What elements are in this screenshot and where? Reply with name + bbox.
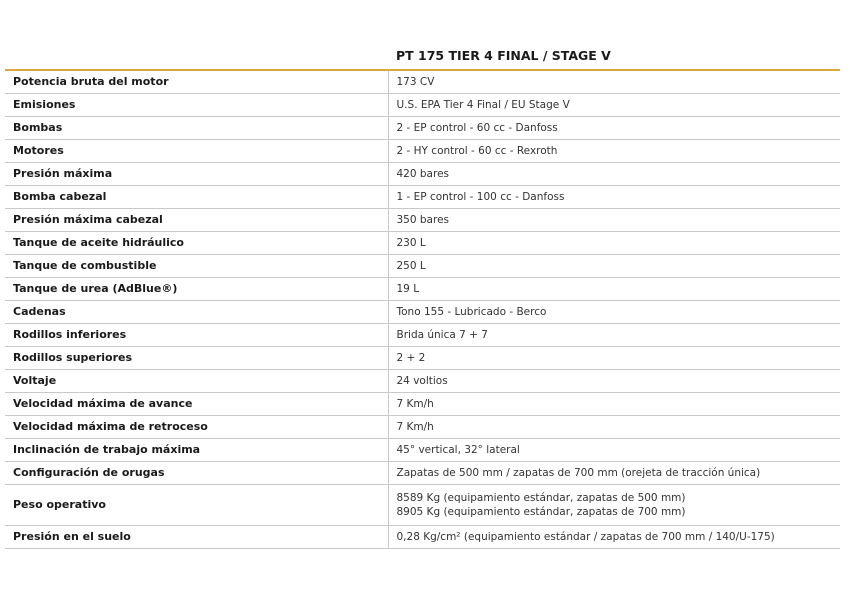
spec-label: Inclinación de trabajo máxima (5, 439, 388, 462)
table-row (5, 232, 840, 255)
spec-value (388, 209, 840, 232)
table-row (5, 163, 840, 186)
spec-label: Rodillos superiores (5, 347, 388, 370)
table-row (5, 71, 840, 94)
table-row (5, 462, 840, 485)
spec-value (388, 416, 840, 439)
spec-value-line: 2 + 2 (396, 352, 426, 364)
spec-label: Motores (5, 140, 388, 163)
spec-value-line: Zapatas de 500 mm / zapatas de 700 mm (orejeta de tracción única) (396, 467, 761, 479)
spec-label: Tanque de urea (AdBlue®) (5, 278, 388, 301)
table-row (5, 255, 840, 278)
spec-label: Presión en el suelo (5, 526, 388, 549)
spec-label: Emisiones (5, 94, 388, 117)
spec-value (388, 232, 840, 255)
table-row (5, 439, 840, 462)
spec-label: Cadenas (5, 301, 388, 324)
table-row (5, 485, 840, 526)
spec-table (5, 41, 840, 549)
spec-value (388, 94, 840, 117)
spec-label: Bomba cabezal (5, 186, 388, 209)
spec-label: Bombas (5, 117, 388, 140)
spec-value-line: Tono 155 - Lubricado - Berco (396, 306, 547, 318)
model-header: PT 175 TIER 4 FINAL / STAGE V (396, 47, 611, 63)
spec-value-line: 7 Km/h (396, 398, 434, 410)
table-row (5, 393, 840, 416)
table-header-row (5, 41, 840, 70)
spec-value (388, 393, 840, 416)
spec-value-line: 2 - EP control - 60 cc - Danfoss (396, 122, 558, 134)
spec-value-line: 1 - EP control - 100 cc - Danfoss (396, 191, 565, 203)
spec-label: Potencia bruta del motor (5, 71, 388, 94)
spec-value-line: 7 Km/h (396, 421, 434, 433)
spec-value (388, 255, 840, 278)
spec-label: Presión máxima cabezal (5, 209, 388, 232)
spec-value-line: 250 L (396, 260, 426, 272)
spec-label: Peso operativo (5, 485, 388, 526)
spec-label: Velocidad máxima de retroceso (5, 416, 388, 439)
spec-value (388, 324, 840, 347)
spec-label: Tanque de aceite hidráulico (5, 232, 388, 255)
spec-value-line: 8905 Kg (equipamiento estándar, zapatas de 700 mm) (396, 506, 686, 518)
spec-value-line: 173 CV (396, 76, 435, 88)
spec-value (388, 278, 840, 301)
table-row (5, 324, 840, 347)
table-row (5, 117, 840, 140)
spec-value (388, 485, 840, 526)
spec-value (388, 370, 840, 393)
spec-value (388, 301, 840, 324)
spec-value (388, 163, 840, 186)
spec-value (388, 71, 840, 94)
spec-value (388, 439, 840, 462)
spec-value-line: 230 L (396, 237, 426, 249)
table-row (5, 278, 840, 301)
spec-label: Velocidad máxima de avance (5, 393, 388, 416)
spec-value-line: 2 - HY control - 60 cc - Rexroth (396, 145, 558, 157)
spec-label: Presión máxima (5, 163, 388, 186)
spec-label: Voltaje (5, 370, 388, 393)
spec-value (388, 140, 840, 163)
spec-value (388, 347, 840, 370)
spec-value-line: 45° vertical, 32° lateral (396, 444, 520, 456)
spec-value-line: 350 bares (396, 214, 449, 226)
spec-label: Tanque de combustible (5, 255, 388, 278)
table-row (5, 370, 840, 393)
table-row (5, 94, 840, 117)
spec-label: Rodillos inferiores (5, 324, 388, 347)
table-row (5, 186, 840, 209)
spec-value-line: U.S. EPA Tier 4 Final / EU Stage V (396, 99, 570, 111)
spec-value (388, 117, 840, 140)
spec-value (388, 186, 840, 209)
spec-table-body (5, 70, 840, 549)
table-row (5, 347, 840, 370)
table-row (5, 526, 840, 549)
table-row (5, 140, 840, 163)
spec-label: Configuración de orugas (5, 462, 388, 485)
table-row (5, 209, 840, 232)
spec-value (388, 462, 840, 485)
spec-value-line: Brida única 7 + 7 (396, 329, 488, 341)
spec-value (388, 526, 840, 549)
spec-value-line: 19 L (396, 283, 420, 295)
spec-value-line: 420 bares (396, 168, 449, 180)
spec-value-line: 0,28 Kg/cm² (equipamiento estándar / zapatas de 700 mm / 140/U-175) (396, 531, 775, 543)
table-row (5, 416, 840, 439)
spec-value-line: 8589 Kg (equipamiento estándar, zapatas de 500 mm) (396, 492, 686, 504)
spec-value-line: 24 voltios (396, 375, 448, 387)
header-empty-cell (5, 41, 388, 70)
table-row (5, 301, 840, 324)
